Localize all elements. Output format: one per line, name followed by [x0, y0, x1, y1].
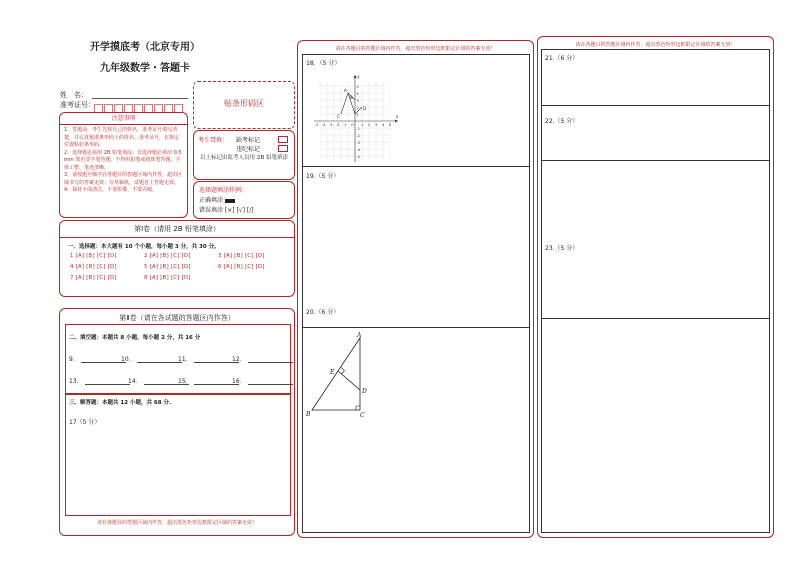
wrong-example: 错误填涂 [×] [√] [/] [199, 207, 254, 214]
blank-10[interactable]: 10． [121, 354, 182, 363]
barcode-label: 贴条形码区 [224, 99, 264, 108]
notice-box [59, 112, 188, 218]
notice-item: 4．保持卡面清洁，不要折叠、不要弄破。 [64, 187, 158, 193]
choice-q6[interactable]: 6 [A] [B] [C] [D] [218, 264, 265, 270]
blank-11[interactable]: 11． [178, 354, 239, 363]
choice-heading: 一、选择题：本大题有 10 个小题，每小题 3 分，共 30 分。 [68, 244, 220, 250]
part2-box [59, 308, 295, 536]
card-subtitle: 九年级数学・答题卡 [100, 63, 190, 74]
svg-text:3: 3 [375, 123, 378, 127]
q19-label: 19.（5 分） [306, 173, 340, 180]
axis-y-label: y [357, 74, 360, 79]
blank-15[interactable]: 15． [178, 376, 239, 385]
absent-checkbox[interactable] [278, 136, 288, 143]
blank-12[interactable]: 12． [232, 354, 293, 363]
barcode-area [193, 81, 295, 129]
vertex-b: B [306, 411, 311, 418]
correct-example: 正确填涂 [199, 195, 235, 204]
vertex-c: C [360, 412, 365, 419]
mark-box [193, 130, 295, 180]
svg-text:3: 3 [356, 99, 359, 103]
notice-item: 3．请按题号顺序在各题目的答题区域内作答，超出区域书写的答案无效；在草稿纸、试题卷上答题无效。 [64, 172, 183, 186]
notice-item: 2．选择题必须用 2B 铅笔填涂；非选择题必须用 0.5 mm 黑色签字笔答题，不得用铅笔或圆珠笔答题；字体工整、笔迹清晰。 [64, 149, 182, 171]
triangle-figure [302, 330, 382, 420]
q17-label: 17（5 分） [69, 419, 101, 426]
coordinate-grid-figure [310, 72, 406, 164]
choice-q4[interactable]: 4 [A] [B] [C] [D] [70, 264, 117, 270]
part1-title: 第Ⅰ卷（请用 2B 铅笔填涂） [134, 225, 220, 233]
choice-q8[interactable]: 8 [A] [B] [C] [D] [144, 275, 191, 281]
violation-label: 违纪标记 [236, 146, 261, 153]
q20-label: 20.（6 分） [306, 309, 340, 316]
svg-text:4: 4 [382, 123, 385, 127]
point-b: B [350, 95, 353, 100]
svg-text:5: 5 [356, 85, 359, 89]
svg-text:2: 2 [368, 123, 371, 127]
choice-q7[interactable]: 7 [A] [B] [C] [D] [70, 275, 117, 281]
triangle-abc [312, 338, 360, 410]
violation-checkbox[interactable] [278, 145, 288, 152]
svg-text:-1: -1 [343, 123, 347, 127]
absent-label: 缺考标记 [236, 137, 261, 144]
solve-section[interactable] [65, 394, 291, 516]
segment-de [338, 371, 360, 390]
x-tick-labels [315, 123, 391, 127]
blank-9[interactable]: 9． [69, 354, 126, 363]
svg-text:-1: -1 [356, 127, 360, 131]
notice-item: 1．答题前，考生先将自己的姓名，准考证号填写清楚，并认真核准条形码上的姓名、准考证号，在规定位置贴好条形码。 [64, 127, 180, 148]
vertex-a: A [357, 332, 362, 339]
name-label: 姓 名： [60, 91, 88, 99]
vertex-e: E [330, 369, 335, 376]
mark-note: 以上标记由监考人员用 2B 铅笔填涂 [200, 155, 289, 161]
svg-text:-4: -4 [322, 123, 326, 127]
point-d: D [363, 106, 367, 111]
q23-label: 23.（5 分） [545, 245, 579, 252]
point-c: C [337, 114, 340, 119]
svg-text:-2: -2 [356, 134, 360, 138]
y-tick-labels [356, 85, 364, 159]
example-title: 选择题填涂样例： [199, 187, 248, 194]
part2-title: 第Ⅱ卷（请在各试题的答题区内作答） [119, 314, 235, 322]
svg-text:1: 1 [361, 123, 364, 127]
notice-title: 注意事项 [60, 113, 187, 125]
choice-q2[interactable]: 2 [A] [B] [C] [D] [144, 253, 191, 259]
svg-text:-3: -3 [356, 141, 360, 145]
choice-q5[interactable]: 5 [A] [B] [C] [D] [144, 264, 191, 270]
svg-text:1: 1 [356, 113, 359, 117]
svg-text:5: 5 [389, 123, 392, 127]
warning-text: 请在各题目的答题区域内作答，超出黑色矩形边框限定区域的答案无效！ [335, 46, 496, 52]
forbid-label: 考生禁填： [198, 137, 229, 144]
warning-text: 请在各题目的答题区域内作答，超出黑色矩形边框限定区域的答案无效！ [575, 42, 736, 48]
part1-box [59, 220, 295, 297]
q21-label: 21.（6 分） [545, 55, 579, 62]
vertex-d: D [362, 388, 367, 395]
svg-text:-5: -5 [356, 155, 360, 159]
fill-heading: 二、填空题：本题共 8 小题，每小题 2 分，共 16 分 [69, 335, 201, 341]
blank-16[interactable]: 16． [232, 376, 293, 385]
choice-q3[interactable]: 3 [A] [B] [C] [D] [218, 253, 265, 259]
blank-13[interactable]: 13． [69, 376, 130, 385]
exam-title: 开学摸底考（北京专用） [90, 42, 200, 53]
blank-14[interactable]: 14． [128, 376, 189, 385]
choice-q1[interactable]: 1 [A] [B] [C] [D] [70, 253, 117, 259]
svg-text:-3: -3 [329, 123, 333, 127]
svg-text:2: 2 [356, 106, 359, 110]
warning-text: 请在各题目的答题区域内作答，超出黑色矩形边框限定区域的答案无效！ [96, 520, 257, 526]
svg-text:O: O [351, 123, 354, 127]
axis-x-label: x [396, 114, 399, 119]
q22-label: 22.（5 分） [545, 118, 579, 125]
point-a: A [344, 88, 347, 93]
svg-text:4: 4 [356, 92, 359, 96]
svg-text:-2: -2 [336, 123, 340, 127]
svg-text:-4: -4 [356, 148, 360, 152]
svg-text:-5: -5 [315, 123, 319, 127]
filled-mark-icon [225, 199, 235, 203]
solve-heading: 三、解答题：本题共 12 小题，共 68 分. [69, 400, 172, 406]
example-box [193, 181, 295, 219]
exam-id-label: 准考证号： [60, 101, 95, 109]
q18-label: 18．（5 分） [306, 60, 341, 67]
